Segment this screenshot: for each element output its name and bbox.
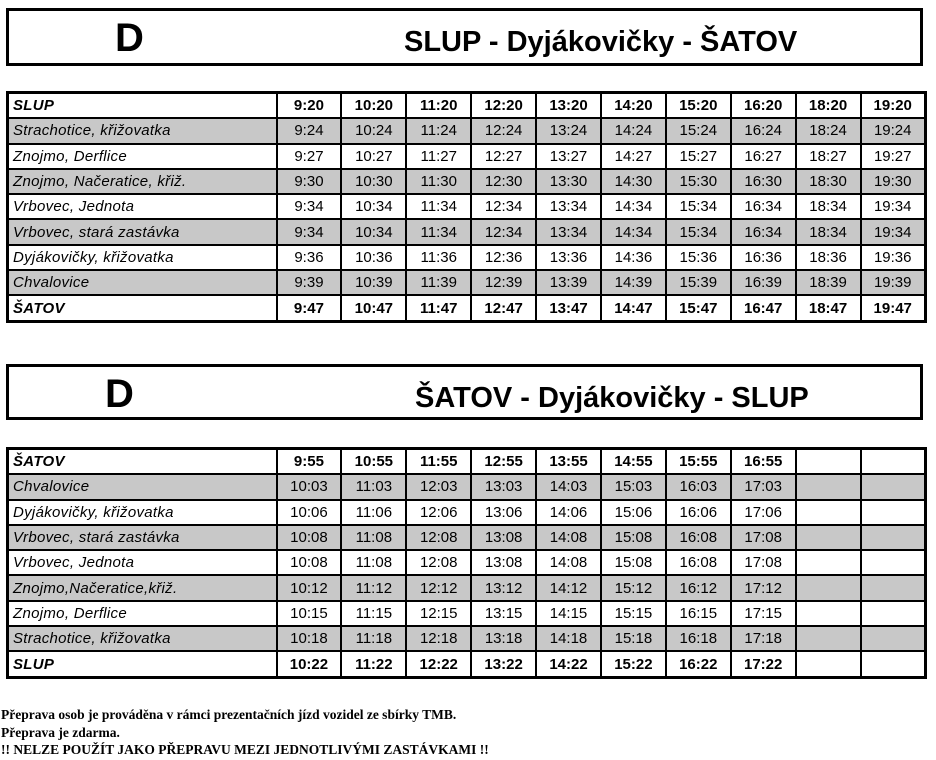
stop-name: SLUP xyxy=(8,93,277,119)
table-row xyxy=(8,219,926,244)
table-row xyxy=(8,474,926,499)
departure-time: 14:36 xyxy=(601,245,666,270)
departure-time xyxy=(861,651,926,677)
departure-time: 11:22 xyxy=(341,651,406,677)
departure-time: 11:47 xyxy=(406,295,471,321)
departure-time: 10:55 xyxy=(341,449,406,475)
departure-time: 12:20 xyxy=(471,93,536,119)
departure-time: 16:06 xyxy=(666,500,731,525)
departure-time: 16:34 xyxy=(731,194,796,219)
departure-time: 11:34 xyxy=(406,219,471,244)
table-row xyxy=(8,449,926,475)
departure-time: 15:08 xyxy=(601,525,666,550)
departure-time xyxy=(861,575,926,600)
departure-time: 12:18 xyxy=(406,626,471,651)
departure-time: 10:47 xyxy=(341,295,406,321)
departure-time: 11:18 xyxy=(341,626,406,651)
departure-time: 11:36 xyxy=(406,245,471,270)
departure-time: 17:06 xyxy=(731,500,796,525)
stop-name: Vrbovec, stará zastávka xyxy=(8,525,277,550)
stop-name: Dyjákovičky, křižovatka xyxy=(8,500,277,525)
table-row xyxy=(8,169,926,194)
departure-time: 19:36 xyxy=(861,245,926,270)
departure-time: 11:12 xyxy=(341,575,406,600)
departure-time: 16:36 xyxy=(731,245,796,270)
departure-time: 9:39 xyxy=(277,270,342,295)
departure-time: 13:36 xyxy=(536,245,601,270)
departure-time: 13:12 xyxy=(471,575,536,600)
departure-time: 13:30 xyxy=(536,169,601,194)
departure-time xyxy=(861,525,926,550)
departure-time: 18:27 xyxy=(796,144,861,169)
departure-time: 18:20 xyxy=(796,93,861,119)
departure-time: 16:27 xyxy=(731,144,796,169)
departure-time: 11:08 xyxy=(341,550,406,575)
departure-time: 16:12 xyxy=(666,575,731,600)
stop-name: Znojmo, Derflice xyxy=(8,144,277,169)
departure-time: 9:36 xyxy=(277,245,342,270)
departure-time: 13:24 xyxy=(536,118,601,143)
departure-time: 9:30 xyxy=(277,169,342,194)
stop-name: Znojmo,Načeratice,křiž. xyxy=(8,575,277,600)
departure-time: 11:27 xyxy=(406,144,471,169)
departure-time: 14:47 xyxy=(601,295,666,321)
departure-time: 16:22 xyxy=(666,651,731,677)
timetable-body xyxy=(8,93,926,322)
route-header-1 xyxy=(6,8,923,66)
departure-time: 13:22 xyxy=(471,651,536,677)
stop-name: Vrbovec, stará zastávka xyxy=(8,219,277,244)
stop-name: Chvalovice xyxy=(8,474,277,499)
departure-time: 17:18 xyxy=(731,626,796,651)
departure-time: 15:30 xyxy=(666,169,731,194)
departure-time: 13:03 xyxy=(471,474,536,499)
departure-time: 15:22 xyxy=(601,651,666,677)
table-row xyxy=(8,651,926,677)
departure-time xyxy=(861,500,926,525)
departure-time: 12:15 xyxy=(406,601,471,626)
departure-time: 14:06 xyxy=(536,500,601,525)
departure-time: 14:18 xyxy=(536,626,601,651)
departure-time: 17:08 xyxy=(731,550,796,575)
departure-time xyxy=(796,550,861,575)
departure-time: 14:03 xyxy=(536,474,601,499)
departure-time: 14:24 xyxy=(601,118,666,143)
departure-time: 12:12 xyxy=(406,575,471,600)
departure-time xyxy=(796,626,861,651)
note-line: Přeprava osob je prováděna v rámci prezentačních jízd vozidel ze sbírky TMB. xyxy=(1,707,457,722)
departure-time: 14:39 xyxy=(601,270,666,295)
table-row xyxy=(8,295,926,321)
departure-time: 10:22 xyxy=(277,651,342,677)
departure-time xyxy=(861,474,926,499)
route-title: SLUP - Dyjákovičky - ŠATOV xyxy=(404,26,798,58)
departure-time: 15:18 xyxy=(601,626,666,651)
stop-name: ŠATOV xyxy=(8,449,277,475)
departure-time: 9:47 xyxy=(277,295,342,321)
stop-name: Znojmo, Načeratice, křiž. xyxy=(8,169,277,194)
departure-time: 12:34 xyxy=(471,219,536,244)
table-row xyxy=(8,144,926,169)
table-row xyxy=(8,194,926,219)
table-row xyxy=(8,118,926,143)
line-letter: D xyxy=(105,372,134,416)
departure-time: 14:15 xyxy=(536,601,601,626)
departure-time: 11:06 xyxy=(341,500,406,525)
departure-time: 11:15 xyxy=(341,601,406,626)
departure-time xyxy=(861,601,926,626)
departure-time: 18:30 xyxy=(796,169,861,194)
departure-time: 14:30 xyxy=(601,169,666,194)
departure-time: 9:20 xyxy=(277,93,342,119)
stop-name: Znojmo, Derflice xyxy=(8,601,277,626)
route-title: ŠATOV - Dyjákovičky - SLUP xyxy=(415,382,809,414)
departure-time: 12:06 xyxy=(406,500,471,525)
departure-time: 16:39 xyxy=(731,270,796,295)
departure-time: 11:20 xyxy=(406,93,471,119)
departure-time: 15:39 xyxy=(666,270,731,295)
table-row xyxy=(8,525,926,550)
departure-time: 12:03 xyxy=(406,474,471,499)
table-row xyxy=(8,245,926,270)
note-line: Přeprava je zdarma. xyxy=(1,724,120,740)
departure-time: 13:47 xyxy=(536,295,601,321)
departure-time: 13:08 xyxy=(471,550,536,575)
departure-time: 11:30 xyxy=(406,169,471,194)
departure-time: 15:06 xyxy=(601,500,666,525)
notes xyxy=(1,706,489,759)
timetable-2 xyxy=(6,447,927,679)
stop-name: Chvalovice xyxy=(8,270,277,295)
departure-time: 10:15 xyxy=(277,601,342,626)
stop-name: Vrbovec, Jednota xyxy=(8,194,277,219)
departure-time: 14:08 xyxy=(536,550,601,575)
departure-time: 19:47 xyxy=(861,295,926,321)
departure-time: 16:08 xyxy=(666,550,731,575)
departure-time: 19:30 xyxy=(861,169,926,194)
departure-time: 15:24 xyxy=(666,118,731,143)
departure-time: 17:08 xyxy=(731,525,796,550)
table-row xyxy=(8,550,926,575)
table-row xyxy=(8,575,926,600)
stop-name: Strachotice, křižovatka xyxy=(8,626,277,651)
departure-time: 14:27 xyxy=(601,144,666,169)
departure-time: 13:18 xyxy=(471,626,536,651)
departure-time: 15:12 xyxy=(601,575,666,600)
departure-time: 10:24 xyxy=(341,118,406,143)
departure-time: 15:20 xyxy=(666,93,731,119)
departure-time: 10:08 xyxy=(277,525,342,550)
departure-time xyxy=(861,550,926,575)
departure-time: 14:08 xyxy=(536,525,601,550)
departure-time: 12:27 xyxy=(471,144,536,169)
departure-time: 11:03 xyxy=(341,474,406,499)
departure-time: 19:39 xyxy=(861,270,926,295)
departure-time: 11:34 xyxy=(406,194,471,219)
departure-time: 10:39 xyxy=(341,270,406,295)
departure-time: 11:39 xyxy=(406,270,471,295)
departure-time: 18:39 xyxy=(796,270,861,295)
departure-time: 16:34 xyxy=(731,219,796,244)
departure-time: 16:55 xyxy=(731,449,796,475)
departure-time: 13:34 xyxy=(536,219,601,244)
departure-time: 13:06 xyxy=(471,500,536,525)
departure-time: 16:20 xyxy=(731,93,796,119)
departure-time: 10:27 xyxy=(341,144,406,169)
stop-name: Vrbovec, Jednota xyxy=(8,550,277,575)
departure-time: 9:34 xyxy=(277,194,342,219)
departure-time: 10:18 xyxy=(277,626,342,651)
departure-time xyxy=(796,525,861,550)
table-row xyxy=(8,601,926,626)
departure-time: 19:34 xyxy=(861,194,926,219)
table-row xyxy=(8,500,926,525)
departure-time: 15:03 xyxy=(601,474,666,499)
table-row xyxy=(8,270,926,295)
departure-time xyxy=(861,626,926,651)
departure-time: 15:34 xyxy=(666,219,731,244)
note-line: !! NELZE POUŽÍT JAKO PŘEPRAVU MEZI JEDNOTLIVÝMI ZASTÁVKAMI !! xyxy=(1,742,489,757)
stop-name: Dyjákovičky, křižovatka xyxy=(8,245,277,270)
departure-time xyxy=(796,474,861,499)
departure-time: 19:34 xyxy=(861,219,926,244)
departure-time: 15:08 xyxy=(601,550,666,575)
departure-time: 11:24 xyxy=(406,118,471,143)
departure-time: 15:15 xyxy=(601,601,666,626)
departure-time: 16:03 xyxy=(666,474,731,499)
departure-time: 14:22 xyxy=(536,651,601,677)
timetable-1 xyxy=(6,91,927,323)
departure-time xyxy=(796,601,861,626)
departure-time: 10:34 xyxy=(341,194,406,219)
departure-time: 16:30 xyxy=(731,169,796,194)
departure-time: 10:08 xyxy=(277,550,342,575)
departure-time: 17:22 xyxy=(731,651,796,677)
departure-time: 14:12 xyxy=(536,575,601,600)
departure-time: 11:08 xyxy=(341,525,406,550)
departure-time: 17:03 xyxy=(731,474,796,499)
departure-time: 9:24 xyxy=(277,118,342,143)
departure-time: 10:30 xyxy=(341,169,406,194)
departure-time: 18:47 xyxy=(796,295,861,321)
departure-time: 12:08 xyxy=(406,550,471,575)
departure-time: 16:08 xyxy=(666,525,731,550)
departure-time: 16:15 xyxy=(666,601,731,626)
departure-time: 17:15 xyxy=(731,601,796,626)
departure-time: 16:24 xyxy=(731,118,796,143)
departure-time: 13:15 xyxy=(471,601,536,626)
departure-time: 9:55 xyxy=(277,449,342,475)
departure-time: 12:24 xyxy=(471,118,536,143)
departure-time: 12:34 xyxy=(471,194,536,219)
departure-time: 12:47 xyxy=(471,295,536,321)
departure-time: 16:18 xyxy=(666,626,731,651)
departure-time: 14:20 xyxy=(601,93,666,119)
departure-time: 14:34 xyxy=(601,219,666,244)
line-letter: D xyxy=(115,16,144,60)
departure-time: 14:34 xyxy=(601,194,666,219)
departure-time: 12:30 xyxy=(471,169,536,194)
stop-name: ŠATOV xyxy=(8,295,277,321)
departure-time: 12:08 xyxy=(406,525,471,550)
table-row xyxy=(8,93,926,119)
departure-time: 13:39 xyxy=(536,270,601,295)
timetable-body xyxy=(8,449,926,678)
departure-time xyxy=(796,651,861,677)
departure-time: 10:20 xyxy=(341,93,406,119)
stop-name: Strachotice, křižovatka xyxy=(8,118,277,143)
departure-time xyxy=(861,449,926,475)
departure-time: 17:12 xyxy=(731,575,796,600)
departure-time: 13:34 xyxy=(536,194,601,219)
departure-time: 11:55 xyxy=(406,449,471,475)
departure-time: 15:27 xyxy=(666,144,731,169)
departure-time: 18:34 xyxy=(796,194,861,219)
departure-time xyxy=(796,500,861,525)
route-header-2 xyxy=(6,364,923,420)
departure-time: 10:06 xyxy=(277,500,342,525)
departure-time xyxy=(796,575,861,600)
departure-time: 13:20 xyxy=(536,93,601,119)
departure-time: 13:08 xyxy=(471,525,536,550)
departure-time: 9:34 xyxy=(277,219,342,244)
departure-time: 10:03 xyxy=(277,474,342,499)
departure-time: 19:20 xyxy=(861,93,926,119)
departure-time: 15:34 xyxy=(666,194,731,219)
departure-time: 13:55 xyxy=(536,449,601,475)
departure-time xyxy=(796,449,861,475)
departure-time: 19:27 xyxy=(861,144,926,169)
departure-time: 16:47 xyxy=(731,295,796,321)
departure-time: 15:47 xyxy=(666,295,731,321)
departure-time: 12:22 xyxy=(406,651,471,677)
departure-time: 13:27 xyxy=(536,144,601,169)
departure-time: 10:34 xyxy=(341,219,406,244)
departure-time: 9:27 xyxy=(277,144,342,169)
departure-time: 10:12 xyxy=(277,575,342,600)
table-row xyxy=(8,626,926,651)
departure-time: 14:55 xyxy=(601,449,666,475)
departure-time: 10:36 xyxy=(341,245,406,270)
departure-time: 15:36 xyxy=(666,245,731,270)
stop-name: SLUP xyxy=(8,651,277,677)
departure-time: 12:39 xyxy=(471,270,536,295)
departure-time: 18:34 xyxy=(796,219,861,244)
departure-time: 18:36 xyxy=(796,245,861,270)
departure-time: 19:24 xyxy=(861,118,926,143)
departure-time: 12:55 xyxy=(471,449,536,475)
departure-time: 15:55 xyxy=(666,449,731,475)
departure-time: 12:36 xyxy=(471,245,536,270)
departure-time: 18:24 xyxy=(796,118,861,143)
